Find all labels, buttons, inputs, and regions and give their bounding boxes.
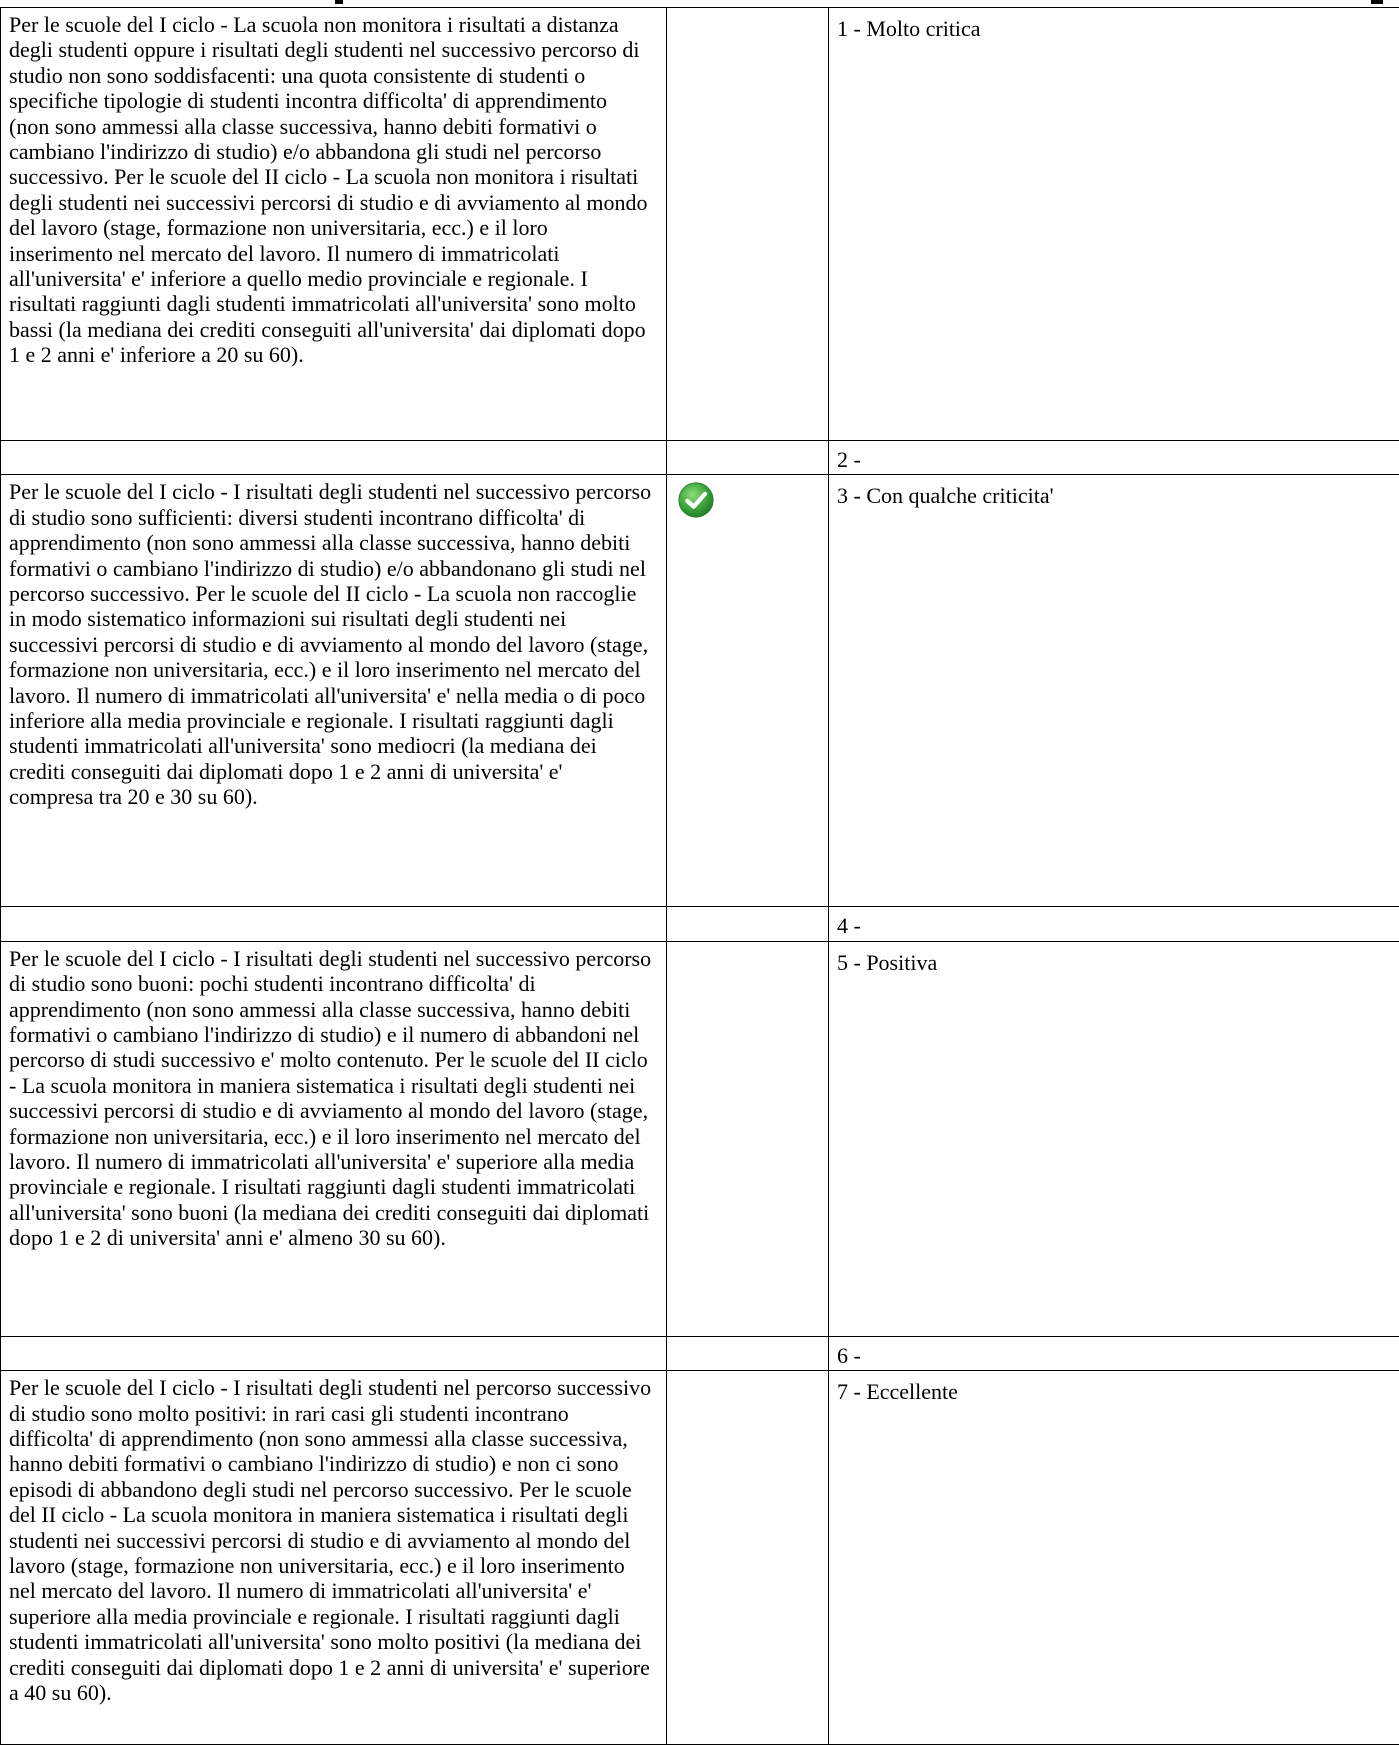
table-row: [1, 8, 1399, 441]
table-row: [1, 1336, 1399, 1370]
level-description: [1, 1336, 667, 1370]
rubric-table: [0, 7, 1399, 1745]
level-description: Per le scuole del I ciclo - I risultati degli studenti nel successivo percorso di studio sono buoni: pochi studenti incontrano difficolta' di apprendimento (non sono ammessi alla classe successiva, hanno debiti formativi o cambiano l'indirizzo di studio) e il numero di abbandoni nel percorso di studi successivo e' molto contenuto. Per le scuole del II ciclo - La scuola monitora in maniera sistematica i risultati degli studenti nei successivi percorsi di studio e di avviamento al mondo del lavoro (stage, formazione non universitaria, ecc.) e il loro inserimento nel mercato del lavoro. Il numero di immatricolati all'universita' e' superiore alla media provinciale e regionale. I risultati raggiunti dagli studenti immatricolati all'universita' sono buoni (la mediana dei crediti conseguiti dai diplomati dopo 1 e 2 di universita' anni e' almeno 30 su 60).: [1, 941, 667, 1336]
page-top-rule: [0, 0, 1399, 7]
level-description: Per le scuole del I ciclo - I risultati degli studenti nel percorso successivo di studio sono molto positivi: in rari casi gli studenti incontrano difficolta' di apprendimento (non sono ammessi alla classe successiva, hanno debiti formativi o cambiano l'indirizzo di studio) e non ci sono episodi di abbandono degli studi nel percorso successivo. Per le scuole del II ciclo - La scuola monitora in maniera sistematica i risultati degli studenti nei successivi percorsi di studio e di avviamento al mondo del lavoro (stage, formazione non universitaria, ecc.) e il loro inserimento nel mercato del lavoro. Il numero di immatricolati all'universita' e' superiore alla media provinciale e regionale. I risultati raggiunti dagli studenti immatricolati all'universita' sono molto positivi (la mediana dei crediti conseguiti dai diplomati dopo 1 e 2 anni di universita' e' superiore a 40 su 60).: [1, 1371, 667, 1745]
selection-cell[interactable]: [667, 441, 829, 475]
level-label: 7 - Eccellente: [829, 1371, 1399, 1745]
level-label: 4 -: [829, 907, 1399, 941]
table-row: [1, 941, 1399, 1336]
check-circle-icon: [677, 481, 715, 519]
level-label: 3 - Con qualche criticita': [829, 475, 1399, 907]
level-description: [1, 907, 667, 941]
table-row: [1, 441, 1399, 475]
selection-cell[interactable]: [667, 475, 829, 907]
selection-cell[interactable]: [667, 8, 829, 441]
selection-cell[interactable]: [667, 907, 829, 941]
selection-cell[interactable]: [667, 941, 829, 1336]
level-label: 1 - Molto critica: [829, 8, 1399, 441]
table-row: [1, 475, 1399, 907]
level-description: Per le scuole del I ciclo - I risultati degli studenti nel successivo percorso di studio sono sufficienti: diversi studenti incontrano difficolta' di apprendimento (non sono ammessi alla classe successiva, hanno debiti formativi o cambiano l'indirizzo di studio) e/o abbandonano gli studi nel percorso successivo. Per le scuole del II ciclo - La scuola non raccoglie in modo sistematico informazioni sui risultati degli studenti nei successivi percorsi di studio e di avviamento al mondo del lavoro (stage, formazione non universitaria, ecc.) e il loro inserimento nel mercato del lavoro. Il numero di immatricolati all'universita' e' nella media o di poco inferiore alla media provinciale e regionale. I risultati raggiunti dagli studenti immatricolati all'universita' sono mediocri (la mediana dei crediti conseguiti dai diplomati dopo 1 e 2 anni di universita' e' compresa tra 20 e 30 su 60).: [1, 475, 667, 907]
level-label: 2 -: [829, 441, 1399, 475]
level-description: Per le scuole del I ciclo - La scuola non monitora i risultati a distanza degli studenti oppure i risultati degli studenti nel successivo percorso di studio non sono soddisfacenti: una quota consistente di studenti o specifiche tipologie di studenti incontra difficolta' di apprendimento (non sono ammessi alla classe successiva, hanno debiti formativi o cambiano l'indirizzo di studio) e/o abbandona gli studi nel percorso successivo. Per le scuole del II ciclo - La scuola non monitora i risultati degli studenti nei successivi percorsi di studio e di avviamento al mondo del lavoro (stage, formazione non universitaria, ecc.) e il loro inserimento nel mercato del lavoro. Il numero di immatricolati all'universita' e' inferiore a quello medio provinciale e regionale. I risultati raggiunti dagli studenti immatricolati all'universita' sono molto bassi (la mediana dei crediti conseguiti all'universita' dai diplomati dopo 1 e 2 anni e' inferiore a 20 su 60).: [1, 8, 667, 441]
level-label: 5 - Positiva: [829, 941, 1399, 1336]
level-label: 6 -: [829, 1336, 1399, 1370]
cut-off-glyph: [1371, 0, 1383, 4]
selection-cell[interactable]: [667, 1371, 829, 1745]
table-row: [1, 1371, 1399, 1745]
level-description: [1, 441, 667, 475]
selection-cell[interactable]: [667, 1336, 829, 1370]
rubric-body: [1, 8, 1399, 1745]
cut-off-glyph: [335, 0, 343, 4]
table-row: [1, 907, 1399, 941]
